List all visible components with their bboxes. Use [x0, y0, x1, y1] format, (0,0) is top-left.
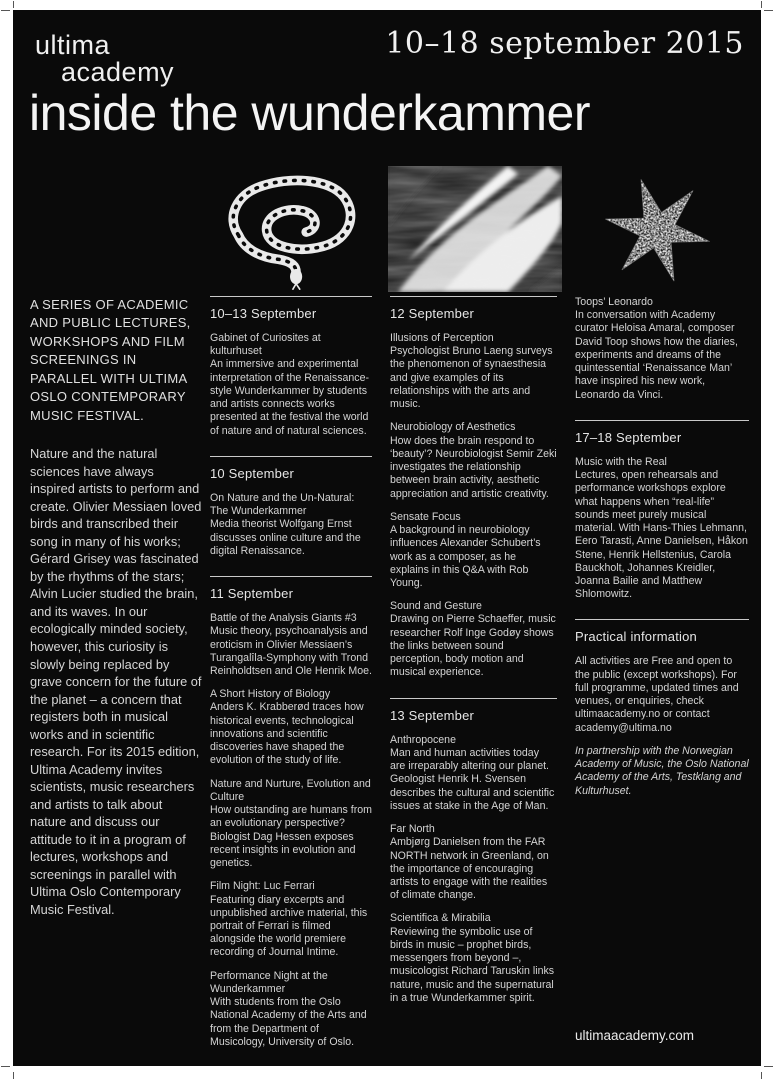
event-description: A background in neurobiology influences Alexander Schubert’s work as a composer, as he explains in this Q&A with Rob Young.: [390, 524, 541, 589]
info-paragraph: All activities are Free and open to the public (except workshops). For full programme, updated times and venues, or enquiries, check ultimaacademy.no or contact academy@ultima.no: [575, 655, 739, 734]
event-description: Anders K. Krabberød traces how historical events, technological innovations and scientific discoveries have shaped the evolution of the study of life.: [210, 701, 364, 767]
event-title: Sound and Gesture: [390, 600, 482, 613]
program-column-2: [390, 296, 557, 1023]
event: [390, 511, 557, 590]
crop-mark: [13, 1072, 14, 1079]
crop-mark: [1, 10, 10, 11]
section-divider: [210, 456, 372, 457]
event: [390, 734, 557, 813]
event: [210, 492, 372, 558]
section-date-heading: 11 September: [210, 586, 294, 602]
event-description: How does the brain respond to ‘beauty’? Neurobiologist Semir Zeki investigates the relationship between brain activity, aesthetic appreciation and artistic creativity.: [390, 434, 557, 500]
event-title: Film Night: Luc Ferrari: [210, 880, 315, 893]
event: [210, 880, 372, 959]
event: [390, 912, 557, 1005]
section-divider: [390, 296, 557, 297]
event: [210, 970, 372, 1049]
event-title: Music with the Real: [575, 455, 667, 468]
event: [390, 332, 557, 411]
event-title: On Nature and the Un-Natural: The Wunderkammer: [210, 491, 355, 518]
section-divider: [210, 576, 372, 577]
event-title: Toops’ Leonardo: [575, 296, 653, 308]
event-title: A Short History of Biology: [210, 688, 331, 701]
section-divider: [210, 296, 372, 297]
poster: [13, 10, 761, 1066]
crop-mark: [761, 1, 762, 8]
event-title: Illusions of Perception: [390, 332, 494, 344]
intro-body: Nature and the natural sciences have always inspired artists to perform and create. Olivier Messiaen loved birds and transcribed their song in many of his works; Gérard Grisey was fascinated by the rhythms of the stars; Alvin Lucier studied the brain, and its waves. In our ecologically minded society, however, this curiosity is slowly being replaced by grave concern for the future of the planet – a concern that registers both in musical works and in scientific research. For its 2015 edition, Ultima Academy invites scientists, music researchers and artists to talk about nature and discuss our attitude to it in a program of lectures, workshops and screenings in parallel with Ultima Oslo Contemporary Music Festival.: [30, 446, 202, 917]
ultima-academy-logo: [35, 32, 174, 86]
event-description: Featuring diary excerpts and unpublished archive material, this portrait of Ferrari is filmed alongside the world premiere recording of Journal Intime.: [210, 893, 368, 959]
crop-mark: [1, 1066, 10, 1067]
event-title: Sensate Focus: [390, 510, 461, 523]
info-paragraph: In partnership with the Norwegian Academy of Music, the Oslo National Academy of the Arts, Testklang and Kulturhuset.: [575, 744, 749, 797]
event: [390, 421, 557, 500]
section-divider: [575, 619, 749, 620]
section-divider: [575, 420, 749, 421]
section-date-heading: 13 September: [390, 707, 475, 723]
event: [210, 332, 372, 438]
crop-mark: [13, 1, 14, 8]
event: [390, 600, 557, 679]
intro-lead: A SERIES OF ACADEMIC AND PUBLIC LECTURES, WORKSHOPS AND FILM SCREENINGS IN PARALLEL WITH ULTIMA OSLO CONTEMPORARY MUSIC FESTIVAL.: [30, 297, 191, 423]
program-section: [390, 296, 557, 680]
event-title: Battle of the Analysis Giants #3: [210, 612, 357, 625]
poster-title: inside the wunderkammer: [29, 85, 590, 141]
event-description: An immersive and experimental interpretation of the Renaissance-style Wunderkammer by students and artists connects works presented at the festival the world of nature and of natural sciences.: [210, 358, 369, 437]
event-title: Performance Night at the Wunderkammer: [210, 969, 328, 995]
event: [210, 612, 372, 678]
logo-line-academy: academy: [61, 57, 175, 87]
event-description: In conversation with Academy curator Heloisa Amaral, composer David Toop shows how the diaries, experiments and dreams of the quintessential ‘Renaissance Man’ have inspired his new work, Leonardo da Vinci.: [575, 309, 738, 401]
event: [390, 823, 557, 902]
event-description: Man and human activities today are irreparably altering our planet. Geologist Henrik H. Svensen describes the cultural and scientific issues at stake in the Age of Man.: [390, 746, 555, 812]
event-description: Lectures, open rehearsals and performance workshops explore what happens when “real-life” sounds meet purely musical material. With Hans-Thies Lehmann, Eero Tarasti, Anne Danielsen, Håkon Stene, Henrik Hellstenius, Carola Bauckholt, Johannes Kreidler, Joanna Bailie and Matthew Shlomowitz.: [575, 469, 748, 601]
section-date-heading: Practical information: [575, 629, 697, 645]
crop-mark: [764, 10, 773, 11]
program-section: [390, 698, 557, 1005]
program-column-3: [575, 296, 749, 816]
section-date-heading: 17–18 September: [575, 429, 682, 445]
crop-mark: [761, 1072, 762, 1079]
intro-column: [30, 296, 202, 919]
event-description: Psychologist Bruno Laeng surveys the phenomenon of synaesthesia and give examples of its relationships with the arts and music.: [390, 345, 553, 411]
event-title: Gabinet of Curiosites at kulturhuset: [210, 332, 321, 358]
crop-mark: [764, 1066, 773, 1067]
event-title: Nature and Nurture, Evolution and Culture: [210, 777, 371, 803]
section-date-heading: 10–13 September: [210, 306, 317, 321]
starfish-illustration-icon: [585, 173, 730, 293]
section-date-heading: 12 September: [390, 306, 475, 321]
event: [210, 778, 372, 871]
festival-dates: 10–18 september 2015: [385, 26, 744, 61]
event-title: Anthropocene: [390, 733, 456, 746]
event: [575, 456, 749, 602]
event: [575, 296, 749, 402]
program-column-1: [210, 296, 372, 1067]
website-url: ultimaacademy.com: [575, 1028, 695, 1043]
event-description: With students from the Oslo National Academy of the Arts and from the Department of Musicology, University of Oslo.: [210, 996, 367, 1048]
program-section: [575, 619, 749, 797]
event-description: Drawing on Pierre Schaeffer, music researcher Rolf Inge Godøy shows the links between sound perception, body motion and musical experience.: [390, 613, 556, 679]
program-section: [210, 456, 372, 558]
section-divider: [390, 698, 557, 699]
event-description: Reviewing the symbolic use of birds in music – prophet birds, messengers from beyond –, musicologist Richard Taruskin links nature, music and the supernatural in a true Wunderkammer spirit.: [390, 925, 555, 1004]
event-title: Far North: [390, 823, 435, 836]
logo-line-ultima: ultima: [35, 30, 111, 60]
event-description: Music theory, psychoanalysis and eroticism in Olivier Messiaen’s Turangalîla-Symphony with Trond Reinholdtsen and Ole Henrik Moe.: [210, 625, 372, 677]
event-title: Neurobiology of Aesthetics: [390, 421, 516, 434]
event-description: Ambjørg Danielsen from the FAR NORTH network in Greenland, on the importance of encouraging artists to engage with the realities of climate change.: [390, 836, 549, 902]
event-title: Scientifica & Mirabilia: [390, 912, 491, 925]
snake-illustration-icon: [208, 168, 370, 290]
event-description: How outstanding are humans from an evolutionary perspective? Biologist Dag Hessen exposes recent insights in evolution and genetics.: [210, 804, 372, 870]
event: [210, 688, 372, 767]
texture-photo: [388, 166, 562, 292]
program-section: [210, 296, 372, 438]
section-date-heading: 10 September: [210, 465, 295, 481]
program-section: [210, 576, 372, 1049]
program-section: [575, 420, 749, 602]
program-section: [575, 296, 749, 402]
event-description: Media theorist Wolfgang Ernst discusses online culture and the digital Renaissance.: [210, 518, 361, 557]
